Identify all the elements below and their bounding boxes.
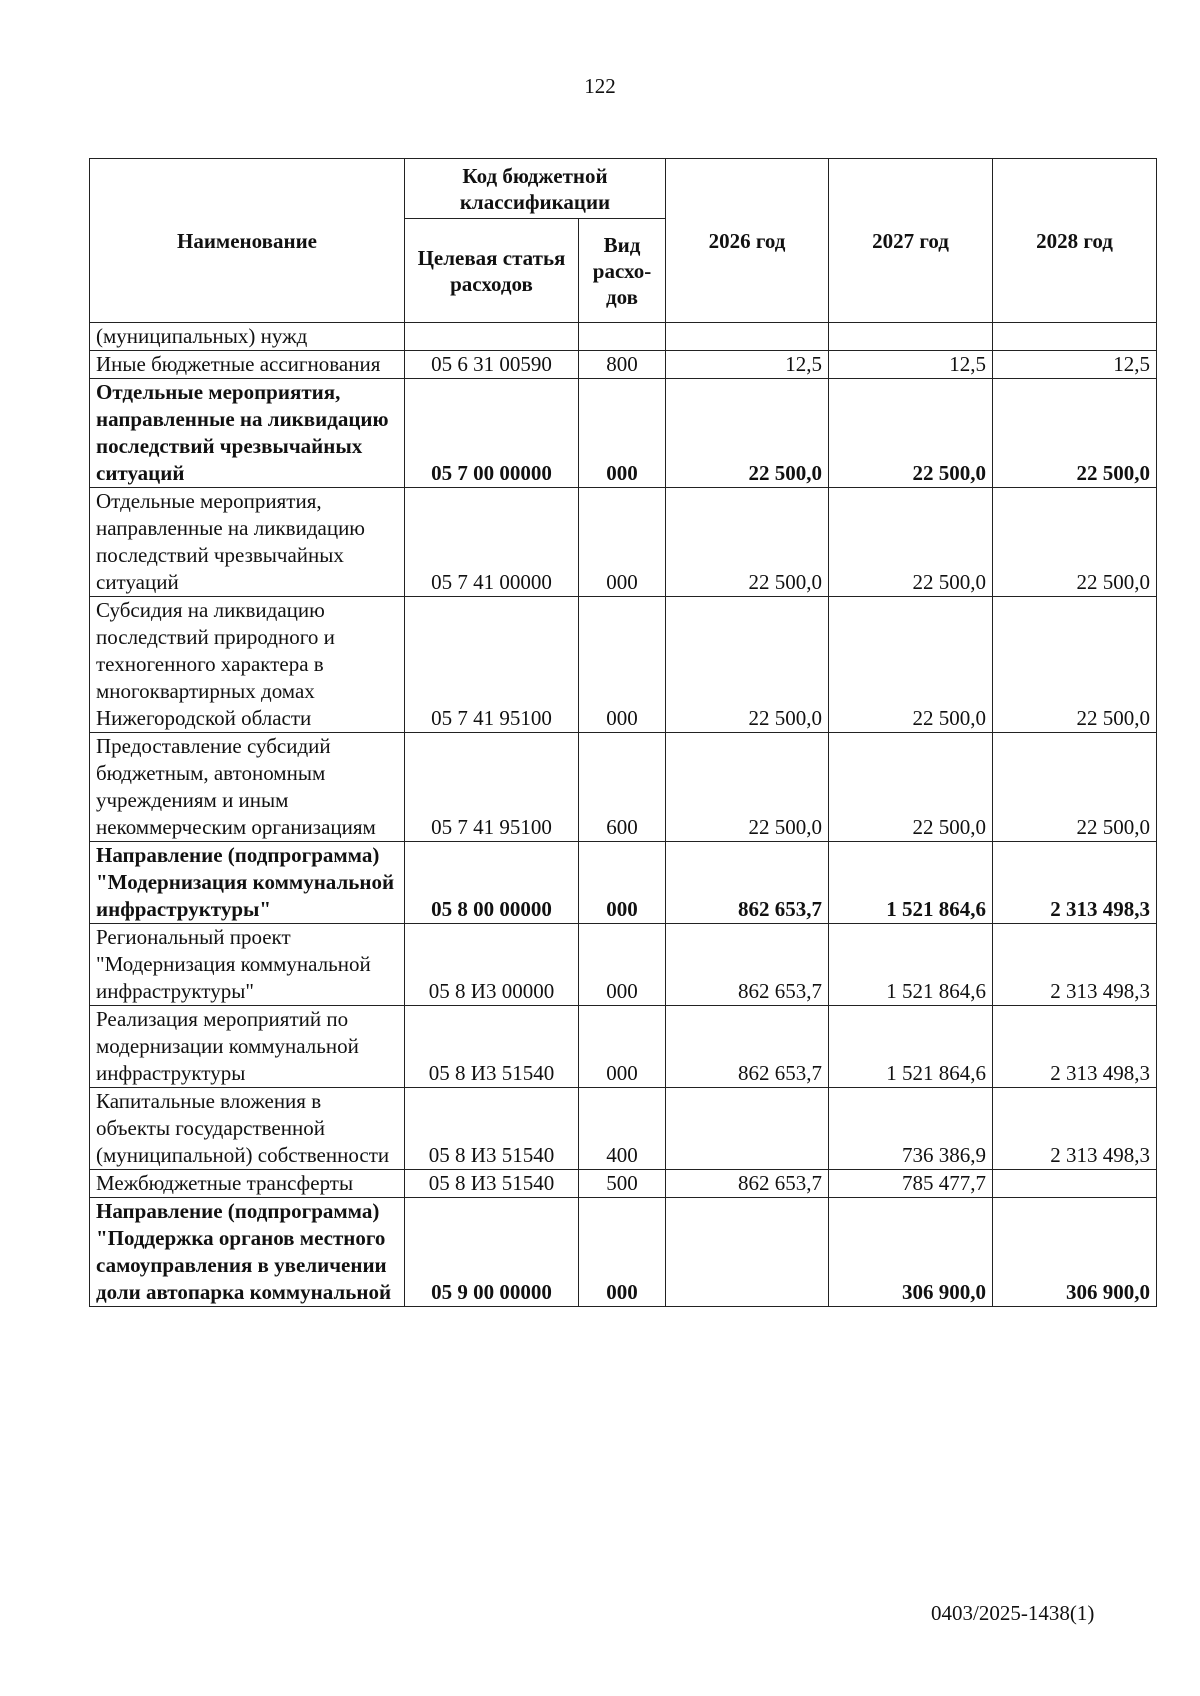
row-value-2027 xyxy=(829,323,993,351)
row-value-2028 xyxy=(993,323,1157,351)
row-value-2028: 22 500,0 xyxy=(993,379,1157,488)
row-value-2026: 862 653,7 xyxy=(666,1006,829,1088)
row-name: Региональный проект "Модернизация коммунальной инфраструктуры" xyxy=(90,924,405,1006)
row-value-2026: 862 653,7 xyxy=(666,924,829,1006)
row-expense-kind: 000 xyxy=(579,488,666,597)
row-value-2028: 2 313 498,3 xyxy=(993,842,1157,924)
table-row xyxy=(90,488,1157,597)
row-value-2026: 862 653,7 xyxy=(666,1170,829,1198)
row-target-article: 05 8 И3 51540 xyxy=(405,1170,579,1198)
row-expense-kind: 600 xyxy=(579,733,666,842)
row-value-2028: 22 500,0 xyxy=(993,488,1157,597)
row-target-article: 05 7 00 00000 xyxy=(405,379,579,488)
row-value-2026: 22 500,0 xyxy=(666,733,829,842)
table-row xyxy=(90,1088,1157,1170)
row-value-2028: 2 313 498,3 xyxy=(993,924,1157,1006)
table-row xyxy=(90,323,1157,351)
header-name: Наименование xyxy=(90,159,405,323)
table-row xyxy=(90,351,1157,379)
row-value-2026: 22 500,0 xyxy=(666,488,829,597)
header-year-2028: 2028 год xyxy=(993,159,1157,323)
row-name: (муниципальных) нужд xyxy=(90,323,405,351)
row-target-article: 05 7 41 95100 xyxy=(405,597,579,733)
table-row xyxy=(90,1170,1157,1198)
table-row xyxy=(90,379,1157,488)
row-name: Межбюджетные трансферты xyxy=(90,1170,405,1198)
row-target-article: 05 8 И3 51540 xyxy=(405,1088,579,1170)
row-value-2027: 736 386,9 xyxy=(829,1088,993,1170)
row-value-2027: 22 500,0 xyxy=(829,488,993,597)
row-value-2026 xyxy=(666,1198,829,1307)
row-value-2028: 22 500,0 xyxy=(993,733,1157,842)
row-value-2028: 306 900,0 xyxy=(993,1198,1157,1307)
row-value-2027: 22 500,0 xyxy=(829,733,993,842)
table-body xyxy=(90,323,1157,1307)
row-expense-kind: 800 xyxy=(579,351,666,379)
row-expense-kind: 000 xyxy=(579,924,666,1006)
budget-table xyxy=(89,158,1157,1307)
row-target-article xyxy=(405,323,579,351)
header-target-article: Целевая статья расходов xyxy=(405,219,579,323)
row-expense-kind: 000 xyxy=(579,1198,666,1307)
row-value-2028: 2 313 498,3 xyxy=(993,1088,1157,1170)
row-name: Отдельные мероприятия, направленные на ликвидацию последствий чрезвычайных ситуаций xyxy=(90,379,405,488)
row-target-article: 05 9 00 00000 xyxy=(405,1198,579,1307)
row-value-2027: 1 521 864,6 xyxy=(829,1006,993,1088)
table-row xyxy=(90,733,1157,842)
table-row xyxy=(90,842,1157,924)
row-value-2028 xyxy=(993,1170,1157,1198)
row-name: Предоставление субсидий бюджетным, автономным учреждениям и иным некоммерческим организациям xyxy=(90,733,405,842)
header-year-2027: 2027 год xyxy=(829,159,993,323)
row-value-2027: 12,5 xyxy=(829,351,993,379)
row-name: Направление (подпрограмма) "Модернизация коммунальной инфраструктуры" xyxy=(90,842,405,924)
header-year-2026: 2026 год xyxy=(666,159,829,323)
document-code: 0403/2025-1438(1) xyxy=(931,1601,1095,1625)
row-target-article: 05 7 41 00000 xyxy=(405,488,579,597)
row-value-2027: 22 500,0 xyxy=(829,597,993,733)
row-target-article: 05 8 И3 00000 xyxy=(405,924,579,1006)
row-value-2028: 22 500,0 xyxy=(993,597,1157,733)
row-expense-kind: 000 xyxy=(579,379,666,488)
header-expense-kind: Вид расхо-дов xyxy=(579,219,666,323)
row-target-article: 05 7 41 95100 xyxy=(405,733,579,842)
header-budget-classification: Код бюджетной классификации xyxy=(405,159,666,219)
row-value-2026: 22 500,0 xyxy=(666,597,829,733)
row-expense-kind: 500 xyxy=(579,1170,666,1198)
table-row xyxy=(90,924,1157,1006)
table-row xyxy=(90,1006,1157,1088)
row-name: Субсидия на ликвидацию последствий природного и техногенного характера в многоквартирных домах Нижегородской области xyxy=(90,597,405,733)
row-value-2026: 22 500,0 xyxy=(666,379,829,488)
row-value-2027: 1 521 864,6 xyxy=(829,924,993,1006)
row-value-2026: 862 653,7 xyxy=(666,842,829,924)
row-name: Реализация мероприятий по модернизации коммунальной инфраструктуры xyxy=(90,1006,405,1088)
row-name: Отдельные мероприятия, направленные на ликвидацию последствий чрезвычайных ситуаций xyxy=(90,488,405,597)
row-name: Направление (подпрограмма) "Поддержка органов местного самоуправления в увеличении доли автопарка коммунальной xyxy=(90,1198,405,1307)
row-expense-kind: 000 xyxy=(579,597,666,733)
row-target-article: 05 8 00 00000 xyxy=(405,842,579,924)
row-value-2026 xyxy=(666,1088,829,1170)
page-number: 122 xyxy=(584,74,616,98)
row-expense-kind: 000 xyxy=(579,1006,666,1088)
row-value-2028: 2 313 498,3 xyxy=(993,1006,1157,1088)
row-value-2027: 1 521 864,6 xyxy=(829,842,993,924)
row-target-article: 05 8 И3 51540 xyxy=(405,1006,579,1088)
row-value-2027: 22 500,0 xyxy=(829,379,993,488)
row-value-2028: 12,5 xyxy=(993,351,1157,379)
row-value-2026 xyxy=(666,323,829,351)
row-value-2027: 306 900,0 xyxy=(829,1198,993,1307)
row-expense-kind: 400 xyxy=(579,1088,666,1170)
row-expense-kind: 000 xyxy=(579,842,666,924)
row-value-2026: 12,5 xyxy=(666,351,829,379)
row-target-article: 05 6 31 00590 xyxy=(405,351,579,379)
table-row xyxy=(90,597,1157,733)
row-name: Капитальные вложения в объекты государственной (муниципальной) собственности xyxy=(90,1088,405,1170)
table-row xyxy=(90,1198,1157,1307)
row-expense-kind xyxy=(579,323,666,351)
row-name: Иные бюджетные ассигнования xyxy=(90,351,405,379)
row-value-2027: 785 477,7 xyxy=(829,1170,993,1198)
